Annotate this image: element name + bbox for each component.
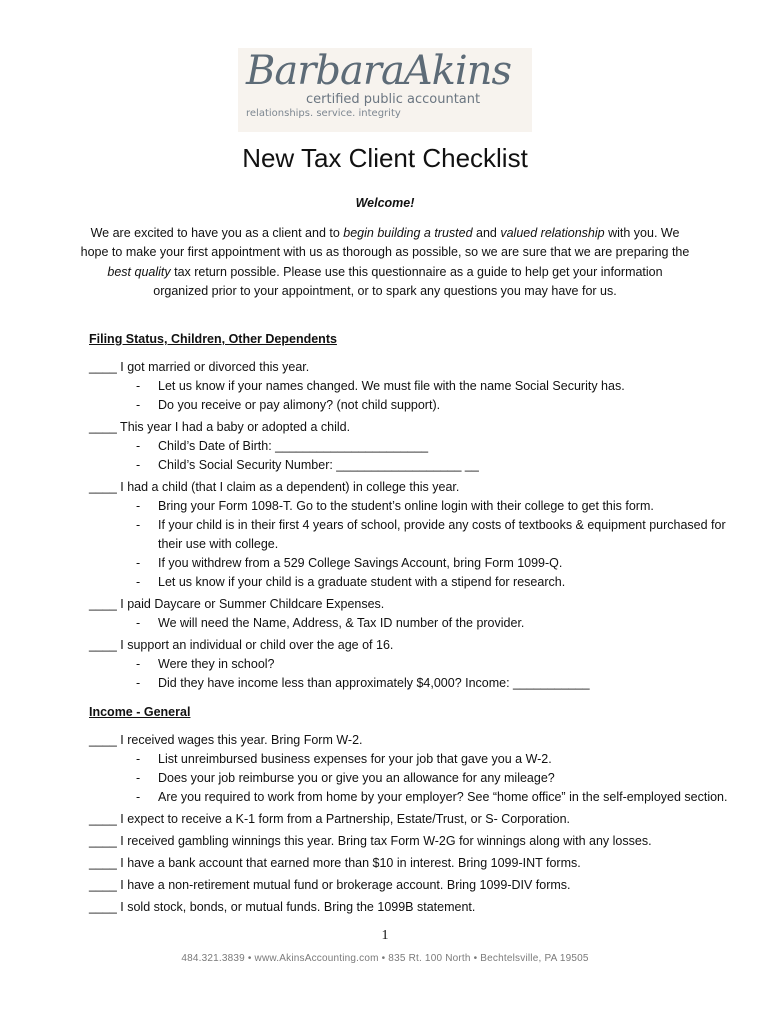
page-number: 1 [381, 928, 389, 943]
intro-emphasis-3: best quality [107, 264, 171, 279]
checklist-item-text: ____ I support an individual or child over the age of 16. [89, 638, 394, 652]
checklist-subitem-text: Child’s Date of Birth: ______________________ [158, 439, 429, 453]
checklist-item-text: ____ I expect to receive a K-1 form from a Partnership, Estate/Trust, or S- Corporation. [89, 812, 570, 826]
section-heading: Filing Status, Children, Other Dependents [89, 332, 337, 346]
checklist-subitem-text: Child’s Social Security Number: __________________ __ [158, 458, 479, 472]
bullet-dash: - [136, 518, 141, 532]
checklist-item-text: ____ I have a bank account that earned more than $10 in interest. Bring 1099-INT forms. [89, 856, 581, 870]
checklist-subitem [89, 377, 739, 396]
logo-name: BarbaraAkins [246, 48, 511, 94]
checklist-subitem [89, 497, 739, 516]
checklist-item [89, 478, 739, 592]
checklist-subitem-text: Are you required to work from home by your employer? See “home office” in the self-employed section. [158, 790, 728, 804]
checklist-item-text: ____ I received gambling winnings this year. Bring tax Form W-2G for winnings along with any losses. [89, 834, 652, 848]
checklist-item [89, 810, 739, 829]
checklist-item-text: ____ This year I had a baby or adopted a child. [89, 420, 351, 434]
bullet-dash: - [136, 499, 141, 513]
bullet-dash: - [136, 616, 141, 630]
logo-subtitle: certified public accountant [306, 92, 481, 107]
checklist-subitem [89, 573, 739, 592]
checklist-subitem-text: If your child is in their first 4 years of school, provide any costs of textbooks & equipment purchased for their use with college. [158, 518, 726, 551]
bullet-dash: - [136, 379, 141, 393]
checklist-subitem [89, 614, 739, 633]
bullet-dash: - [136, 556, 141, 570]
checklist-subitem-text: Bring your Form 1098-T. Go to the student’s online login with their college to get this form. [158, 499, 654, 513]
footer-contact: 484.321.3839 • www.AkinsAccounting.com • 835 Rt. 100 North • Bechtelsville, PA 19505 [181, 953, 589, 964]
checklist-item-text: ____ I got married or divorced this year. [89, 360, 310, 374]
checklist-item-text: ____ I had a child (that I claim as a dependent) in college this year. [89, 480, 460, 494]
bullet-dash: - [136, 575, 141, 589]
company-logo [238, 48, 532, 132]
intro-text-3: with you. We hope to make your first appointment with us as thorough as possible, so we are sure that we are preparing the [80, 226, 690, 260]
checklist-subitem-text: Were they in school? [158, 657, 275, 671]
bullet-dash: - [136, 439, 141, 453]
bullet-dash: - [136, 676, 141, 690]
checklist-subitem-text: Let us know if your names changed. We must file with the name Social Security has. [158, 379, 625, 393]
checklist-item [89, 636, 739, 693]
checklist-subitem [89, 750, 739, 769]
checklist-subitem-text: List unreimbursed business expenses for your job that gave you a W-2. [158, 752, 552, 766]
checklist-item [89, 832, 739, 851]
intro-paragraph [80, 224, 690, 301]
bullet-dash: - [136, 771, 141, 785]
checklist-subitem [89, 396, 739, 415]
bullet-dash: - [136, 657, 141, 671]
intro-text-1: We are excited to have you as a client and to [90, 226, 344, 240]
section-heading: Income - General [89, 705, 191, 719]
checklist-item-text: ____ I paid Daycare or Summer Childcare Expenses. [89, 597, 385, 611]
checklist-subitem [89, 554, 739, 573]
bullet-dash: - [136, 790, 141, 804]
checklist-subitem [89, 456, 739, 475]
checklist-subitem-text: Did they have income less than approximately $4,000? Income: ___________ [158, 676, 590, 690]
bullet-dash: - [136, 752, 141, 766]
checklist-item [89, 595, 739, 633]
checklist-item [89, 731, 739, 807]
intro-text-4: tax return possible. Please use this questionnaire as a guide to help get your information organized prior to your appointment, or to spark any questions you may have for us. [153, 264, 663, 298]
bullet-dash: - [136, 458, 141, 472]
checklist-item [89, 418, 739, 475]
checklist-item [89, 876, 739, 895]
checklist-subitem [89, 674, 739, 693]
checklist-subitem-text: Do you receive or pay alimony? (not child support). [158, 398, 441, 412]
checklist-subitem-text: We will need the Name, Address, & Tax ID number of the provider. [158, 616, 525, 630]
checklist-item [89, 898, 739, 917]
logo-tagline: relationships. service. integrity [246, 108, 401, 119]
checklist-subitem [89, 437, 739, 456]
checklist-item-text: ____ I sold stock, bonds, or mutual funds. Bring the 1099B statement. [89, 900, 476, 914]
checklist-item [89, 854, 739, 873]
page-title: New Tax Client Checklist [242, 143, 528, 173]
checklist-item-text: ____ I received wages this year. Bring Form W-2. [89, 733, 363, 747]
checklist [89, 330, 739, 917]
intro-text-2: and [472, 226, 501, 240]
checklist-subitem [89, 516, 739, 554]
bullet-dash: - [136, 398, 141, 412]
intro-emphasis-2: valued relationship [500, 226, 605, 240]
welcome-heading: Welcome! [355, 196, 415, 210]
checklist-item [89, 358, 739, 415]
checklist-subitem [89, 769, 739, 788]
checklist-subitem-text: Does your job reimburse you or give you an allowance for any mileage? [158, 771, 555, 785]
checklist-subitem-text: If you withdrew from a 529 College Savings Account, bring Form 1099-Q. [158, 556, 563, 570]
checklist-subitem [89, 655, 739, 674]
checklist-item-text: ____ I have a non-retirement mutual fund or brokerage account. Bring 1099-DIV forms. [89, 878, 571, 892]
checklist-subitem [89, 788, 739, 807]
intro-emphasis-1: begin building a trusted [343, 226, 473, 240]
checklist-subitem-text: Let us know if your child is a graduate student with a stipend for research. [158, 575, 566, 589]
